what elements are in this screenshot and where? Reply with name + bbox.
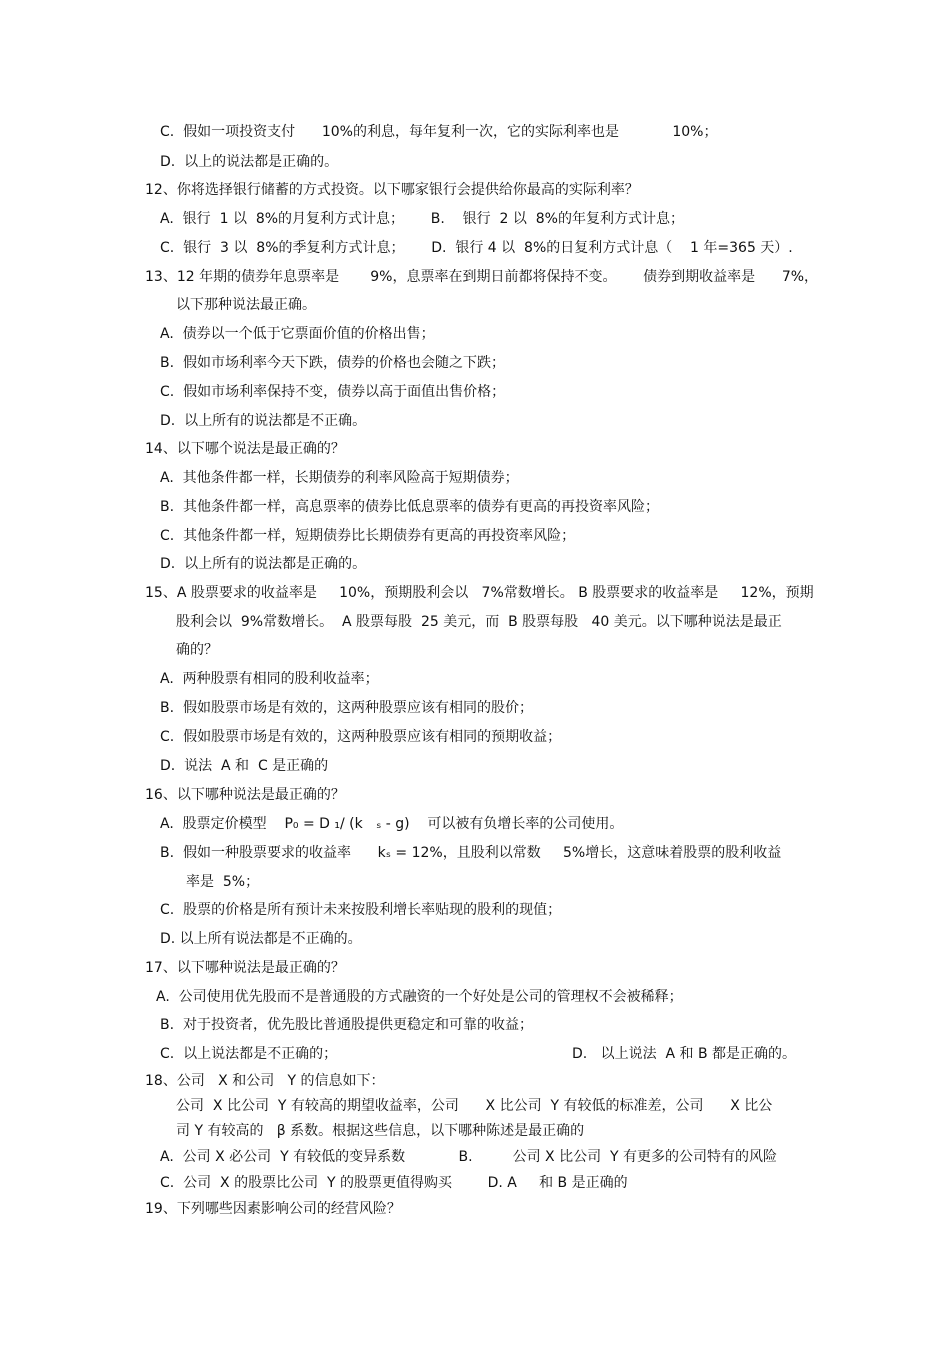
q16-option-b: B. 假如一种股票要求的收益率 kₛ = 12%，且股利以常数 5%增长，这意味着股票的股利收益 — [160, 845, 782, 861]
q14-option-a: A. 其他条件都一样，长期债券的利率风险高于短期债券； — [160, 470, 519, 486]
q17-option-d: D. 以上说法 A 和 B 都是正确的。 — [572, 1046, 797, 1062]
q18-info-1: 公司 X 比公司 Y 有较高的期望收益率，公司 X 比公司 Y 有较低的标准差，公司 X 比公 — [176, 1098, 773, 1114]
q11-option-c: C. 假如一项投资支付 10%的利息，每年复利一次，它的实际利率也是 10%； — [160, 124, 718, 140]
q13-option-a: A. 债券以一个低于它票面价值的价格出售； — [160, 326, 435, 342]
q17-option-c: C. 以上说法都是不正确的； — [160, 1046, 338, 1062]
q15-stem-cont-2: 确的？ — [176, 642, 218, 658]
q18-stem: 18、公司 X 和公司 Y 的信息如下： — [145, 1073, 385, 1089]
q15-option-c: C. 假如股票市场是有效的，这两种股票应该有相同的预期收益； — [160, 729, 562, 745]
q15-stem: 15、A 股票要求的收益率是 10%，预期股利会以 7%常数增长。 B 股票要求的收益率是 12%，预期 — [145, 585, 814, 601]
q14-option-c: C. 其他条件都一样，短期债券比长期债券有更高的再投资率风险； — [160, 528, 576, 544]
q15-stem-cont-1: 股利会以 9%常数增长。 A 股票每股 25 美元，而 B 股票每股 40 美元。以下哪种说法是最正 — [176, 614, 782, 630]
q13-stem-cont: 以下那种说法最正确。 — [176, 297, 316, 313]
q13-stem: 13、12 年期的债券年息票率是 9%，息票率在到期日前都将保持不变。 债券到期收益率是 7%， — [145, 269, 819, 285]
q16-option-c: C. 股票的价格是所有预计未来按股利增长率贴现的股利的现值； — [160, 902, 562, 918]
q13-option-d: D. 以上所有的说法都是不正确。 — [160, 413, 367, 429]
q13-option-c: C. 假如市场利率保持不变，债券以高于面值出售价格； — [160, 384, 506, 400]
q18-options-ab: A. 公司 X 必公司 Y 有较低的变异系数 B. 公司 X 比公司 Y 有更多的公司特有的风险 — [160, 1149, 777, 1165]
q14-option-b: B. 其他条件都一样，高息票率的债券比低息票率的债券有更高的再投资率风险； — [160, 499, 659, 515]
q19-stem: 19、下列哪些因素影响公司的经营风险？ — [145, 1201, 401, 1217]
q18-options-cd: C. 公司 X 的股票比公司 Y 的股票更值得购买 D. A 和 B 是正确的 — [160, 1175, 628, 1191]
q12-stem: 12、你将选择银行储蓄的方式投资。以下哪家银行会提供给你最高的实际利率？ — [145, 182, 639, 198]
q14-option-d: D. 以上所有的说法都是正确的。 — [160, 556, 367, 572]
q11-option-d: D. 以上的说法都是正确的。 — [160, 154, 339, 170]
q17-option-a: A. 公司使用优先股而不是普通股的方式融资的一个好处是公司的管理权不会被稀释； — [156, 989, 683, 1005]
q16-option-a: A. 股票定价模型 P₀ = D ₁/ (k ₛ - g) 可以被有负增长率的公司使用。 — [160, 816, 624, 832]
q18-info-2: 司 Y 有较高的 β 系数。根据这些信息，以下哪种陈述是最正确的 — [176, 1123, 585, 1139]
q15-option-a: A. 两种股票有相同的股利收益率； — [160, 671, 379, 687]
q17-option-b: B. 对于投资者，优先股比普通股提供更稳定和可靠的收益； — [160, 1017, 533, 1033]
q16-stem: 16、以下哪种说法是最正确的？ — [145, 787, 345, 803]
q15-option-d: D. 说法 A 和 C 是正确的 — [160, 758, 329, 774]
q16-option-d: D. 以上所有说法都是不正确的。 — [160, 931, 362, 947]
q13-option-b: B. 假如市场利率今天下跌，债券的价格也会随之下跌； — [160, 355, 505, 371]
q16-option-b-cont: 率是 5%； — [186, 874, 260, 890]
q14-stem: 14、以下哪个说法是最正确的？ — [145, 441, 345, 457]
q17-stem: 17、以下哪种说法是最正确的？ — [145, 960, 345, 976]
q12-options-ab: A. 银行 1 以 8%的月复利方式计息； B. 银行 2 以 8%的年复利方式计息； — [160, 211, 684, 227]
q12-options-cd: C. 银行 3 以 8%的季复利方式计息； D. 银行 4 以 8%的日复利方式计息（ 1 年=365 天）. — [160, 240, 793, 256]
q15-option-b: B. 假如股票市场是有效的，这两种股票应该有相同的股价； — [160, 700, 533, 716]
